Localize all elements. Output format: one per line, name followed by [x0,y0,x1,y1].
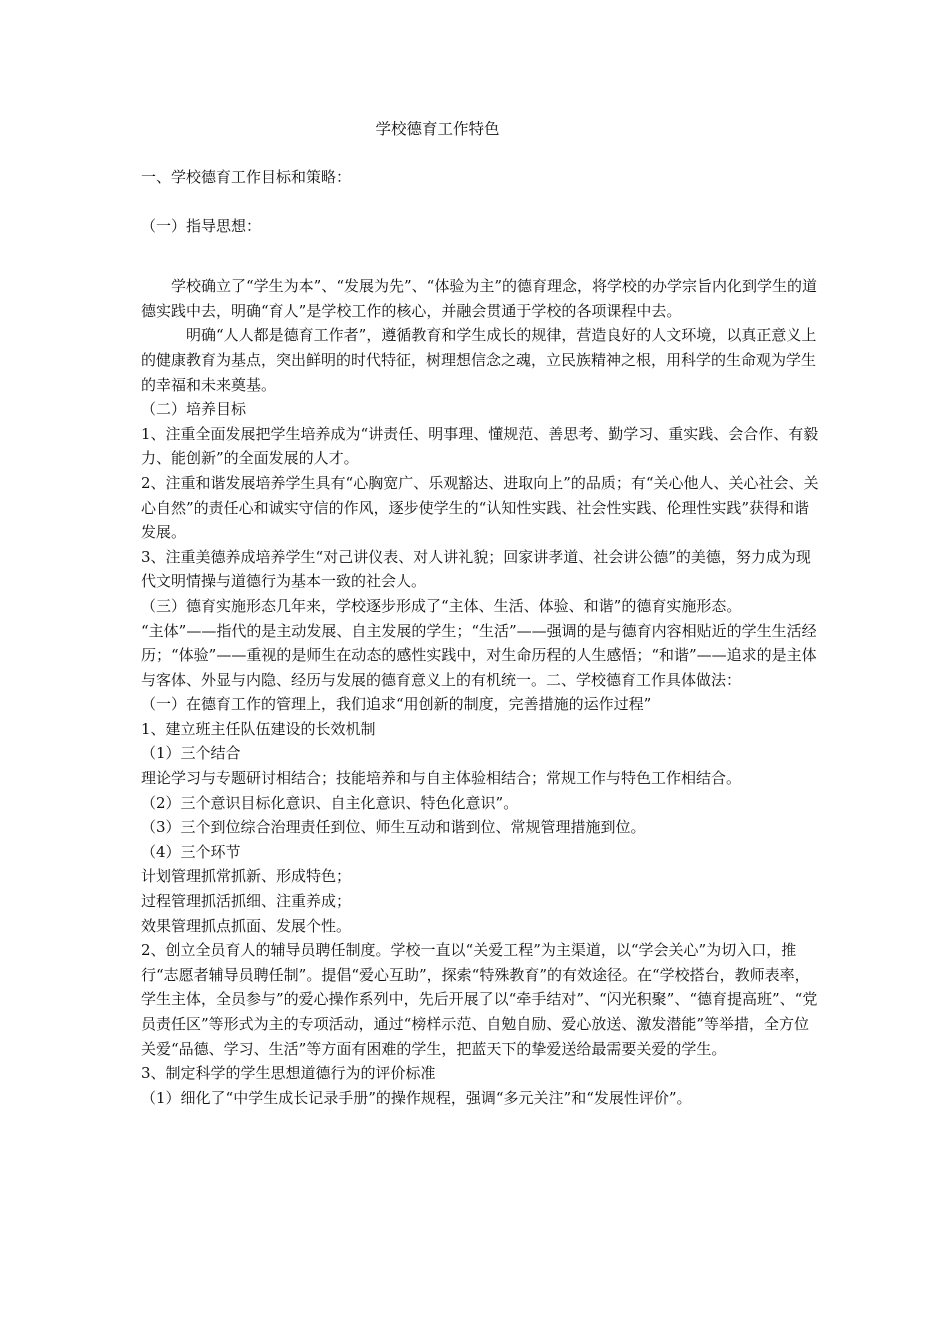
paragraph: 计划管理抓常抓新、形成特色； [141,867,352,886]
paragraph: （4）三个环节 [141,842,241,861]
paragraph: 2、创立全员育人的辅导员聘任制度。学校一直以“关爱工程”为主渠道，以“学会关心”为切入口，推行“志愿者辅导员聘任制”。提倡“爱心互助”，探索“特殊教育”的有效途径。在“学校搭台，教师表率，学生主体，全员参与”的爱心操作系列中，先后开展了以“牵手结对”、“闪光积聚”、“德育提高班”、“党员责任区”等形式为主的专项活动，通过“榜样示范、自勉自励、爱心放送、激发潜能”等举措，全方位关爱“品德、学习、生活”等方面有困难的学生，把蓝天下的挚爱送给最需要关爱的学生。 [141,941,818,1058]
section-heading: 一、学校德育工作目标和策略： [141,168,352,186]
paragraph: （3）三个到位综合治理责任到位、师生互动和谐到位、常规管理措施到位。 [141,818,646,837]
paragraph: 理论学习与专题研讨相结合；技能培养和与自主体验相结合；常规工作与特色工作相结合。 [141,769,742,788]
paragraph: “主体”——指代的是主动发展、自主发展的学生；“生活”——强调的是与德育内容相贴近的学生生活经历；“体验”——重视的是师生在动态的感性实践中，对生命历程的人生感悟；“和谐”——追求的是主体与客体、外显与内隐、经历与发展的德育意义上的有机统一。二、学校德育工作具体做法： [141,621,817,689]
paragraph: 1、建立班主任队伍建设的长效机制 [141,719,376,738]
paragraph: 3、注重美德养成培养学生“对己讲仪表、对人讲礼貌；回家讲孝道、社会讲公德”的美德，努力成为现代文明情操与道德行为基本一致的社会人。 [141,547,811,591]
document-body [141,165,821,1110]
paragraph: 过程管理抓活抓细、注重养成； [141,892,352,911]
paragraph: 2、注重和谐发展培养学生具有“心胸宽广、乐观豁达、进取向上”的品质；有“关心他人、关心社会、关心自然”的责任心和诚实守信的作风，逐步使学生的“认知性实践、社会性实践、伦理性实践”获得和谐发展。 [141,473,819,542]
paragraph: （1）三个结合 [141,744,241,763]
paragraph: 明确“人人都是德育工作者”，遵循教育和学生成长的规律，营造良好的人文环境，以真正意义上的健康教育为基点，突出鲜明的时代特征，树理想信念之魂，立民族精神之根，用科学的生命观为学生的幸福和未来奠基。 [141,326,817,394]
paragraph: 1、注重全面发展把学生培养成为“讲责任、明事理、懂规范、善思考、勤学习、重实践、会合作、有毅力、能创新”的全面发展的人才。 [141,424,819,468]
paragraph: （2）三个意识目标化意识、自主化意识、特色化意识”。 [141,793,519,812]
paragraph: 3、制定科学的学生思想道德行为的评价标准 [141,1064,436,1083]
document-title: 学校德育工作特色 [375,120,500,138]
paragraph: 效果管理抓点抓面、发展个性。 [141,916,352,935]
paragraph: 学校确立了“学生为本”、“发展为先”、“体验为主”的德育理念，将学校的办学宗旨内化到学生的道德实践中去，明确“育人”是学校工作的核心，并融会贯通于学校的各项课程中去。 [141,277,818,320]
paragraph: （一）在德育工作的管理上，我们追求“用创新的制度，完善措施的运作过程” [141,695,652,714]
subsection-heading: （二）培养目标 [141,400,247,419]
subsection-heading: （一）指导思想： [141,216,262,235]
paragraph: （三）德育实施形态几年来，学校逐步形成了“主体、生活、体验、和谐”的德育实施形态。 [141,596,742,615]
paragraph: （1）细化了“中学生成长记录手册”的操作规程，强调“多元关注”和“发展性评价”。 [141,1088,692,1107]
